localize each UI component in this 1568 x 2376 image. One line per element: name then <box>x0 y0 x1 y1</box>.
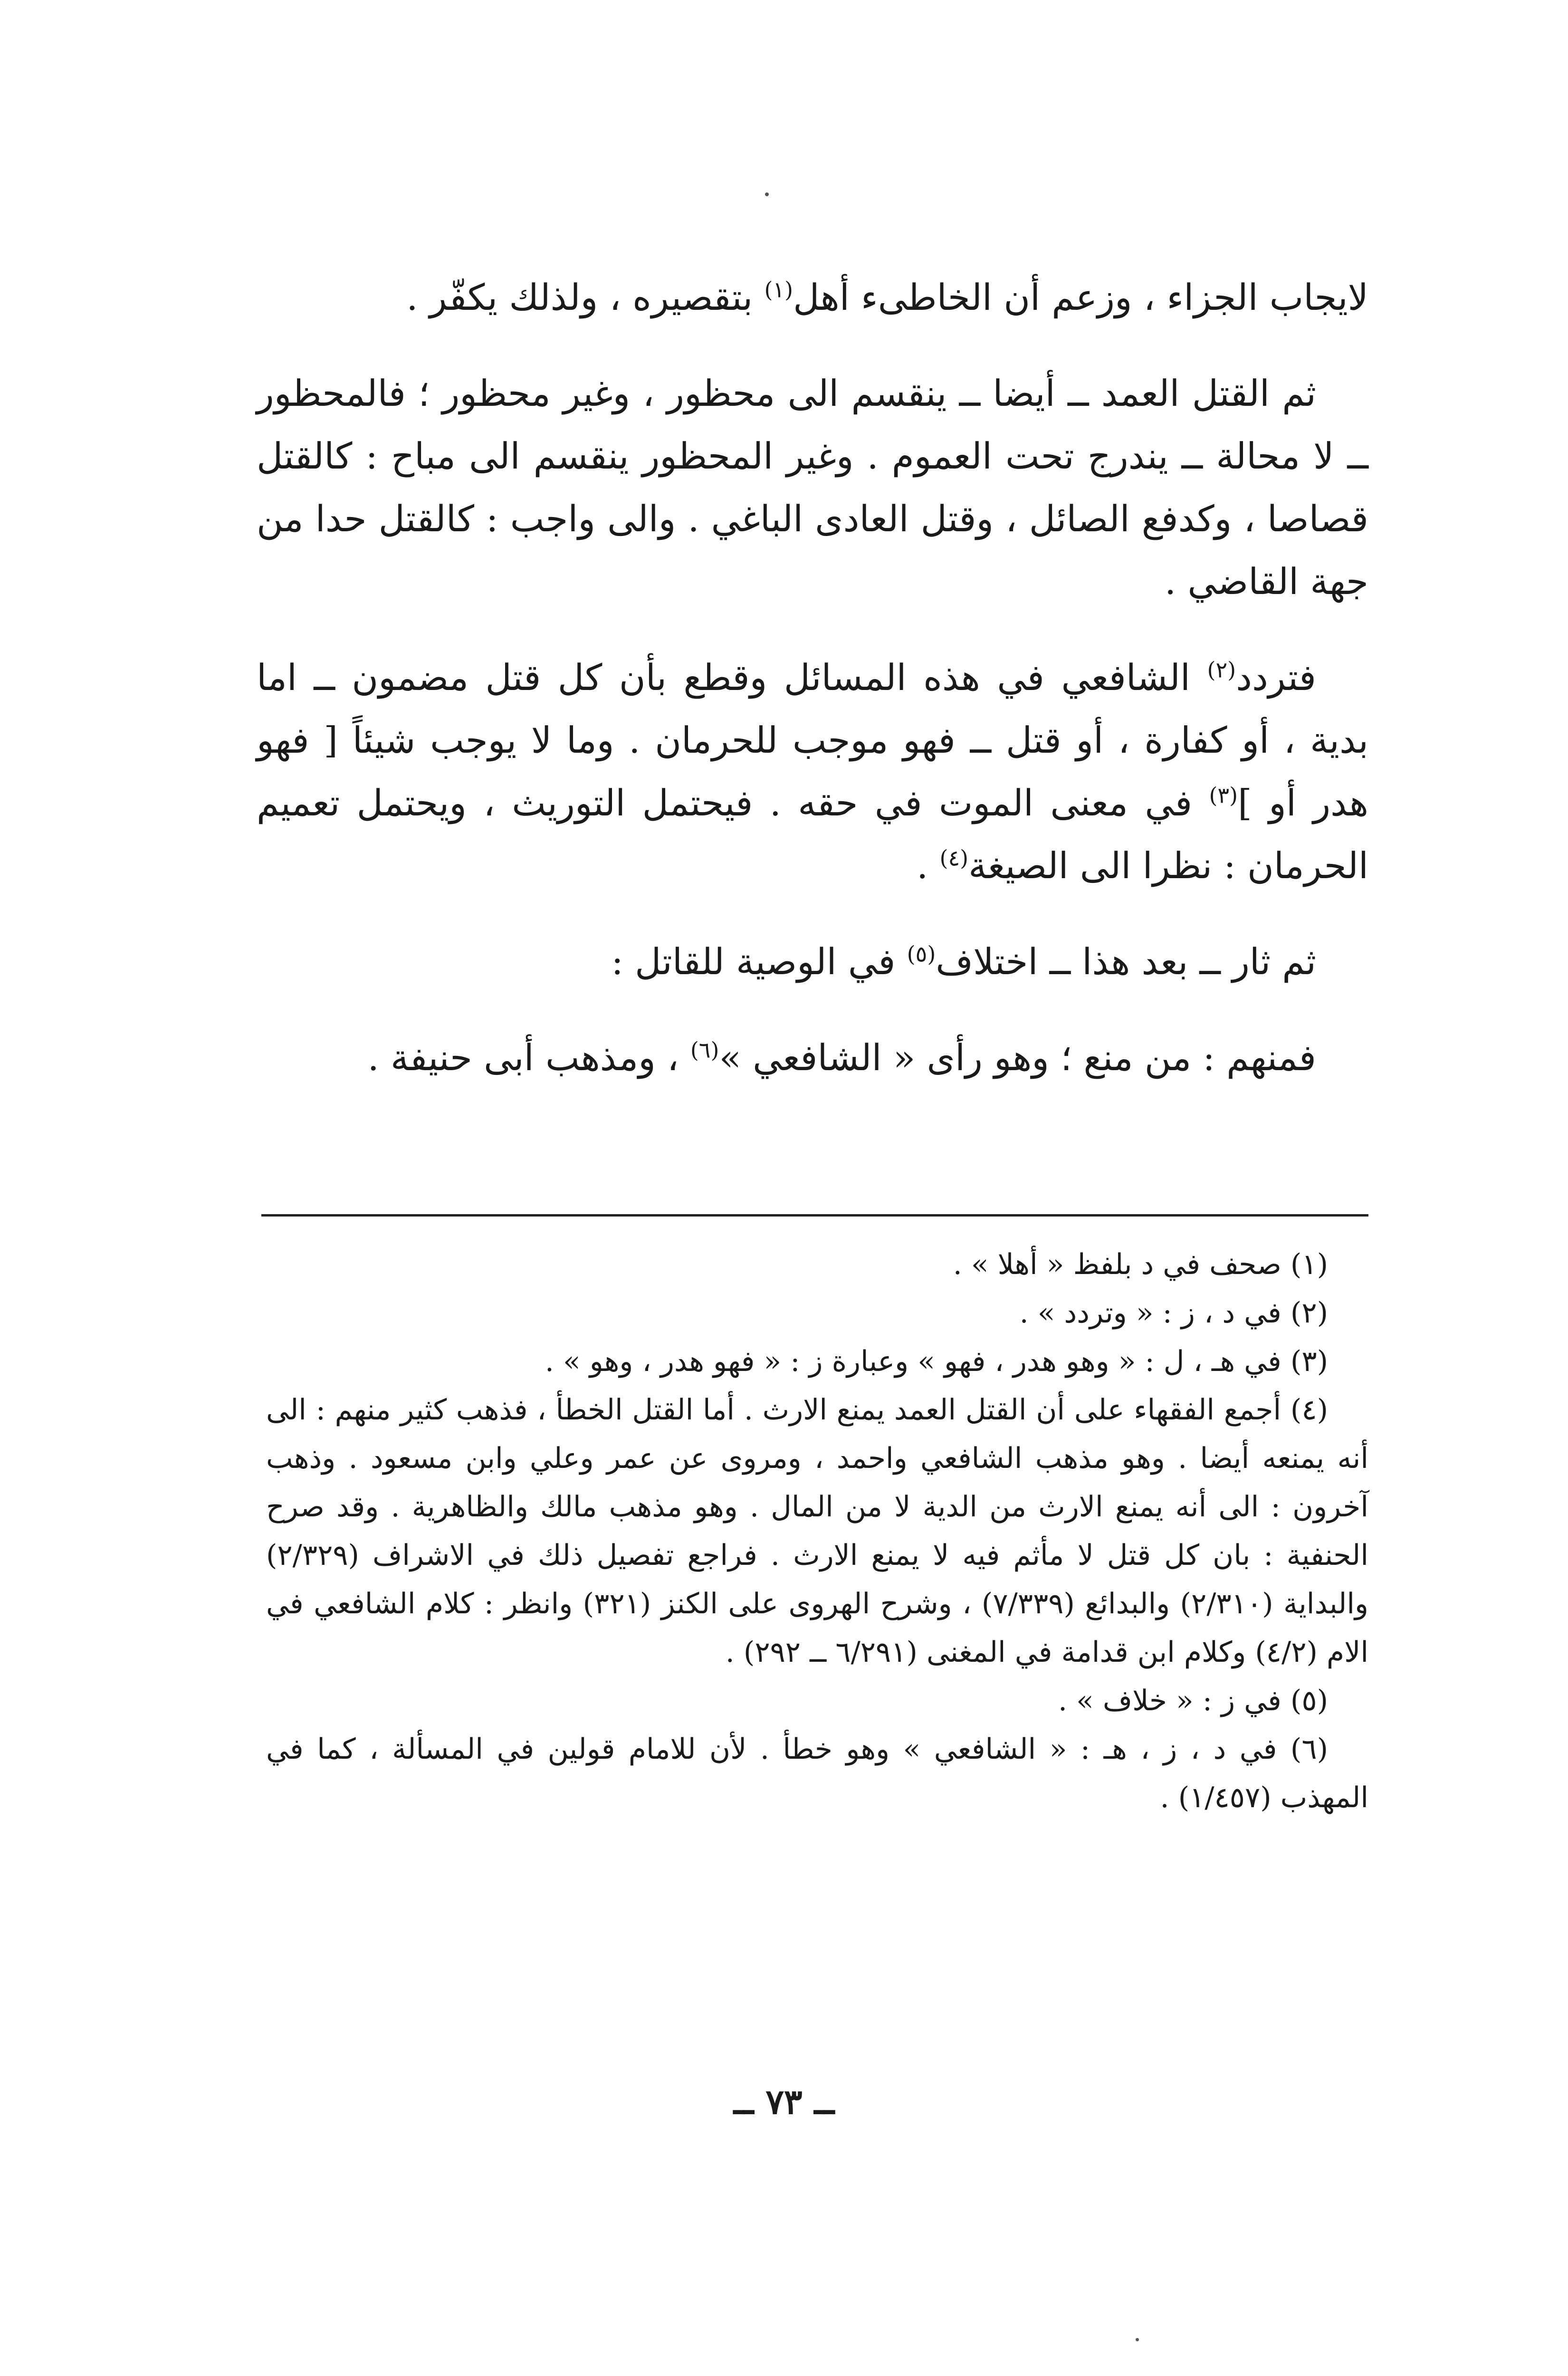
footnote-divider <box>261 1214 1368 1217</box>
page-number: ــ ٧٣ ــ <box>734 2081 834 2122</box>
main-text <box>257 266 1368 1122</box>
scan-speck <box>765 192 769 196</box>
scan-speck <box>1136 2338 1139 2341</box>
footnote-ref-5: (٥) <box>907 941 936 967</box>
paragraph-2 <box>257 362 1368 613</box>
paragraph-3-text: فتردد <box>1236 656 1316 699</box>
footnote-3: (٣) في هـ ، ل : « وهو هدر ، فهو » وعبارة ز : « فهو هدر ، وهو » . <box>545 1345 1328 1378</box>
paragraph-3-text-mid2: في معنى الموت في حقه . فيحتمل التوريث ، ويحتمل تعميم الحرمان : نظرا الى الصيغة <box>257 782 1368 887</box>
footnote-ref-2: (٢) <box>1207 657 1236 683</box>
paragraph-4-text-end: في الوصية للقاتل : <box>611 940 907 983</box>
paragraph-5-text-end: ، ومذهب أبى حنيفة . <box>367 1036 690 1079</box>
paragraph-1-text-end: بتقصيره ، ولذلك يكفّر . <box>406 276 765 318</box>
footnote-1: (١) صحف في د بلفظ « أهلا » . <box>953 1248 1328 1281</box>
footnote-5: (٥) في ز : « خلاف » . <box>1058 1684 1328 1717</box>
paragraph-4 <box>257 930 1368 993</box>
footnote-ref-1: (١) <box>764 277 794 303</box>
paragraph-5-text: فمنهم : من منع ؛ وهو رأى « الشافعي » <box>719 1036 1316 1079</box>
paragraph-2-text: ثم القتل العمد ــ أيضا ــ ينقسم الى محظور ، وغير محظور ؛ فالمحظور ــ لا محالة ــ يندرج تحت العموم . وغير المحظور ينقسم الى مباح : كالقتل قصاصا ، وكدفع الصائل ، وقتل العادى الباغي . والى واجب : كالقتل حدا من جهة القاضي . <box>257 372 1368 603</box>
footnotes <box>266 1240 1368 1822</box>
paragraph-5 <box>257 1026 1368 1089</box>
footnote-ref-4: (٤) <box>939 845 969 871</box>
footnote-4: (٤) أجمع الفقهاء على أن القتل العمد يمنع الارث . أما القتل الخطأ ، فذهب كثير منهم : الى أنه يمنعه أيضا . وهو مذهب الشافعي واحمد ، ومروى عن عمر وعلي وابن مسعود . وذهب آخرون : الى أنه يمنع الارث من الدية لا من المال . وهو مذهب مالك والظاهرية . وقد صرح الحنفية : بان كل قتل لا مأثم فيه لا يمنع الارث . فراجع تفصيل ذلك في الاشراف (٢/٣٢٩) والبداية (٢/٣١٠) والبدائع (٧/٣٣٩) ، وشرح الهروى على الكنز (٣٢١) وانظر : كلام الشافعي في الام (٤/٢) وكلام ابن قدامة في المغنى (٦/٢٩١ ــ ٢٩٢) . <box>266 1393 1369 1669</box>
paragraph-1 <box>257 266 1368 329</box>
footnote-6: (٦) في د ، ز ، هـ : « الشافعي » وهو خطأ . لأن للامام قولين في المسألة ، كما في المهذب (١/٤٥٧) . <box>266 1733 1368 1814</box>
paragraph-3 <box>257 646 1368 897</box>
footnote-2: (٢) في د ، ز : « وتردد » . <box>1019 1296 1328 1330</box>
paragraph-3-text-mid: الشافعي في هذه المسائل وقطع بأن كل قتل مضمون ــ اما بدية ، أو كفارة ، أو قتل ــ فهو موجب للحرمان . وما لا يوجب شيئاً [ فهو هدر أو ] <box>257 656 1368 824</box>
paragraph-3-text-end: . <box>917 844 940 887</box>
footnote-ref-3: (٣) <box>1209 782 1238 808</box>
paragraph-1-text: لايجاب الجزاء ، وزعم أن الخاطىء أهل <box>793 276 1368 318</box>
footnote-ref-6: (٦) <box>690 1037 719 1063</box>
paragraph-4-text: ثم ثار ــ بعد هذا ــ اختلاف <box>936 940 1316 983</box>
